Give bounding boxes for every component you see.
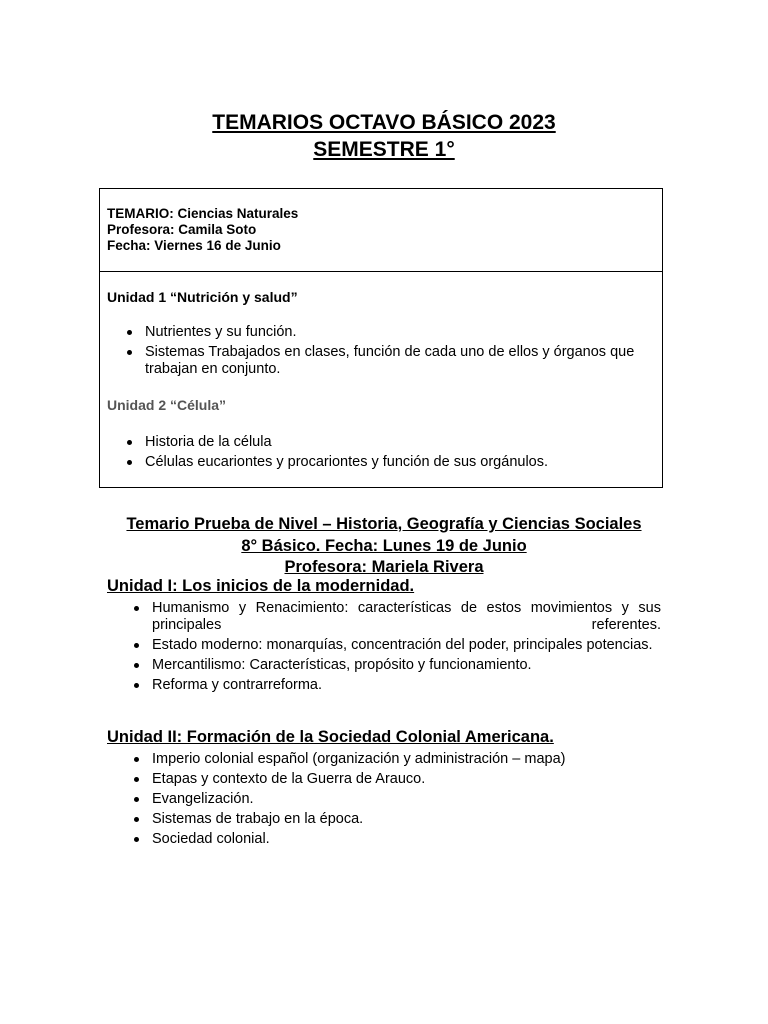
historia-heading: Temario Prueba de Nivel – Historia, Geografía y Ciencias Sociales — [126, 515, 642, 533]
list-item: Nutrientes y su función. — [100, 324, 640, 341]
list-item: Reforma y contrarreforma. — [107, 677, 661, 694]
ciencias-unit2-list — [100, 434, 640, 474]
historia-unit2-title: Unidad II: Formación de la Sociedad Colonial Americana. — [107, 728, 554, 746]
ciencias-unit1-list — [100, 324, 640, 381]
ciencias-unit2-title: Unidad 2 “Célula” — [107, 397, 227, 413]
historia-profesora: Profesora: Mariela Rivera — [284, 558, 484, 576]
ciencias-unit1-title: Unidad 1 “Nutrición y salud” — [107, 289, 298, 305]
list-item: Sistemas de trabajo en la época. — [107, 811, 661, 828]
semester-title: SEMESTRE 1° — [313, 138, 455, 161]
fecha-label: Fecha: Viernes 16 de Junio — [107, 238, 281, 253]
table-divider — [100, 271, 662, 272]
list-item: Evangelización. — [107, 791, 661, 808]
profesora-label: Profesora: Camila Soto — [107, 222, 257, 237]
list-item: Estado moderno: monarquías, concentración del poder, principales potencias. — [107, 637, 661, 654]
historia-unit1-list — [107, 600, 661, 697]
list-item: Mercantilismo: Características, propósito y funcionamiento. — [107, 657, 661, 674]
document-title: TEMARIOS OCTAVO BÁSICO 2023 — [212, 111, 556, 134]
historia-course-date: 8° Básico. Fecha: Lunes 19 de Junio — [241, 537, 527, 555]
list-item: Etapas y contexto de la Guerra de Arauco. — [107, 771, 661, 788]
historia-unit2-list — [107, 751, 661, 851]
list-item: Historia de la célula — [100, 434, 640, 451]
list-item: Sistemas Trabajados en clases, función de cada uno de ellos y órganos que trabajan en conjunto. — [100, 344, 640, 378]
ciencias-table — [99, 188, 663, 488]
ciencias-meta — [107, 206, 298, 254]
list-item: Imperio colonial español (organización y administración – mapa) — [107, 751, 661, 768]
list-item: Sociedad colonial. — [107, 831, 661, 848]
list-item: Células eucariontes y procariontes y función de sus orgánulos. — [100, 454, 640, 471]
historia-unit1-title: Unidad I: Los inicios de la modernidad. — [107, 577, 415, 595]
list-item: Humanismo y Renacimiento: características de estos movimientos y sus principales referentes. — [107, 600, 661, 634]
temario-label: TEMARIO: Ciencias Naturales — [107, 206, 299, 221]
